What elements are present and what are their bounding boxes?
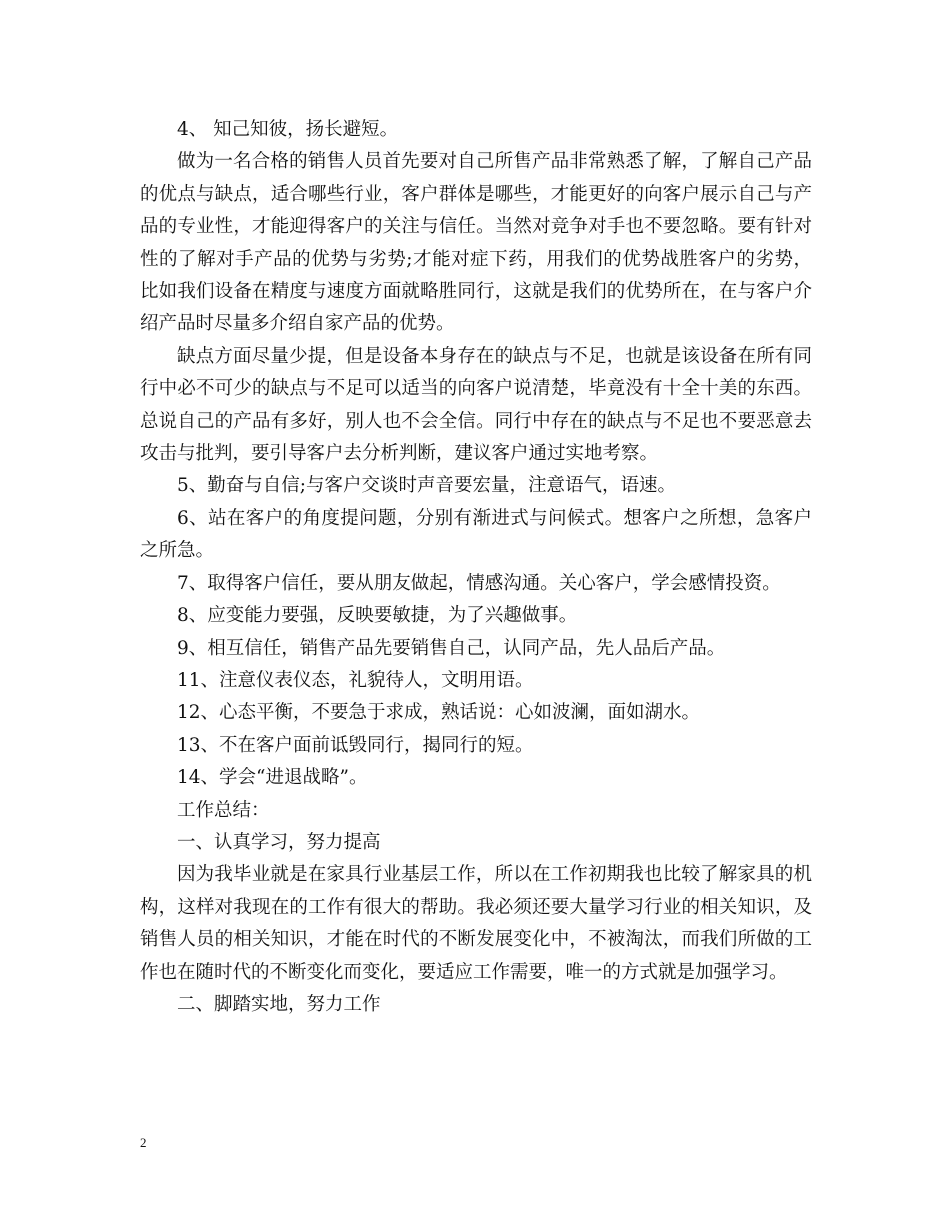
list-item-5: 5、勤奋与自信;与客户交谈时声音要宏量，注意语气，语速。: [177, 475, 677, 497]
list-item-13: 13、不在客户面前诋毁同行，揭同行的短。: [177, 734, 534, 756]
list-item-7: 7、取得客户信任，要从朋友做起，情感沟通。关心客户，学会感情投资。: [177, 572, 781, 594]
list-item-9: 9、相互信任，销售产品先要销售自己，认同产品，先人品后产品。: [177, 637, 726, 659]
list-item-14: 14、学会“进退战略”。: [177, 767, 368, 789]
list-item-8: 8、应变能力要强，反映要敏捷，为了兴趣做事。: [177, 605, 578, 627]
list-item-11: 11、注意仪表仪态，礼貌待人，文明用语。: [177, 669, 534, 691]
section-heading-summary: 工作总结：: [177, 799, 270, 821]
page-number: 2: [140, 1135, 147, 1150]
list-item-6: 6、站在客户的角度提问题，分别有渐进式与问候式。想客户之所想，急客户之所急。: [140, 507, 812, 562]
subheading-study: 一、认真学习，努力提高: [177, 831, 381, 853]
heading-point-4: 4、 知己知彼，扬长避短。: [177, 119, 399, 140]
list-item-12: 12、心态平衡，不要急于求成，熟话说：心如波澜，面如湖水。: [177, 702, 701, 724]
subheading-work: 二、脚踏实地，努力工作: [177, 993, 381, 1015]
paragraph-study: 因为我毕业就是在家具行业基层工作，所以在工作初期我也比较了解家具的机构，这样对我现在的工作有很大的帮助。我必须还要大量学习行业的相关知识，及销售人员的相关知识，才能在时代的不断发展变化中，不被淘汰，而我们所做的工作也在随时代的不断变化而变化，要适应工作需要，唯一的方式就是加强学习。: [140, 864, 812, 983]
document-body: [140, 114, 812, 1021]
paragraph-know-product: 做为一名合格的销售人员首先要对自己所售产品非常熟悉了解，了解自己产品的优点与缺点，适合哪些行业，客户群体是哪些，才能更好的向客户展示自己与产品的专业性，才能迎得客户的关注与信任。当然对竞争对手也不要忽略。要有针对性的了解对手产品的优势与劣势;才能对症下药，用我们的优势战胜客户的劣势，比如我们设备在精度与速度方面就略胜同行，这就是我们的优势所在，在与客户介绍产品时尽量多介绍自家产品的优势。: [140, 151, 812, 335]
paragraph-shortcomings: 缺点方面尽量少提，但是设备本身存在的缺点与不足，也就是该设备在所有同行中必不可少的缺点与不足可以适当的向客户说清楚，毕竟没有十全十美的东西。总说自己的产品有多好，别人也不会全信。同行中存在的缺点与不足也不要恶意去攻击与批判，要引导客户去分析判断，建议客户通过实地考察。: [140, 345, 812, 465]
